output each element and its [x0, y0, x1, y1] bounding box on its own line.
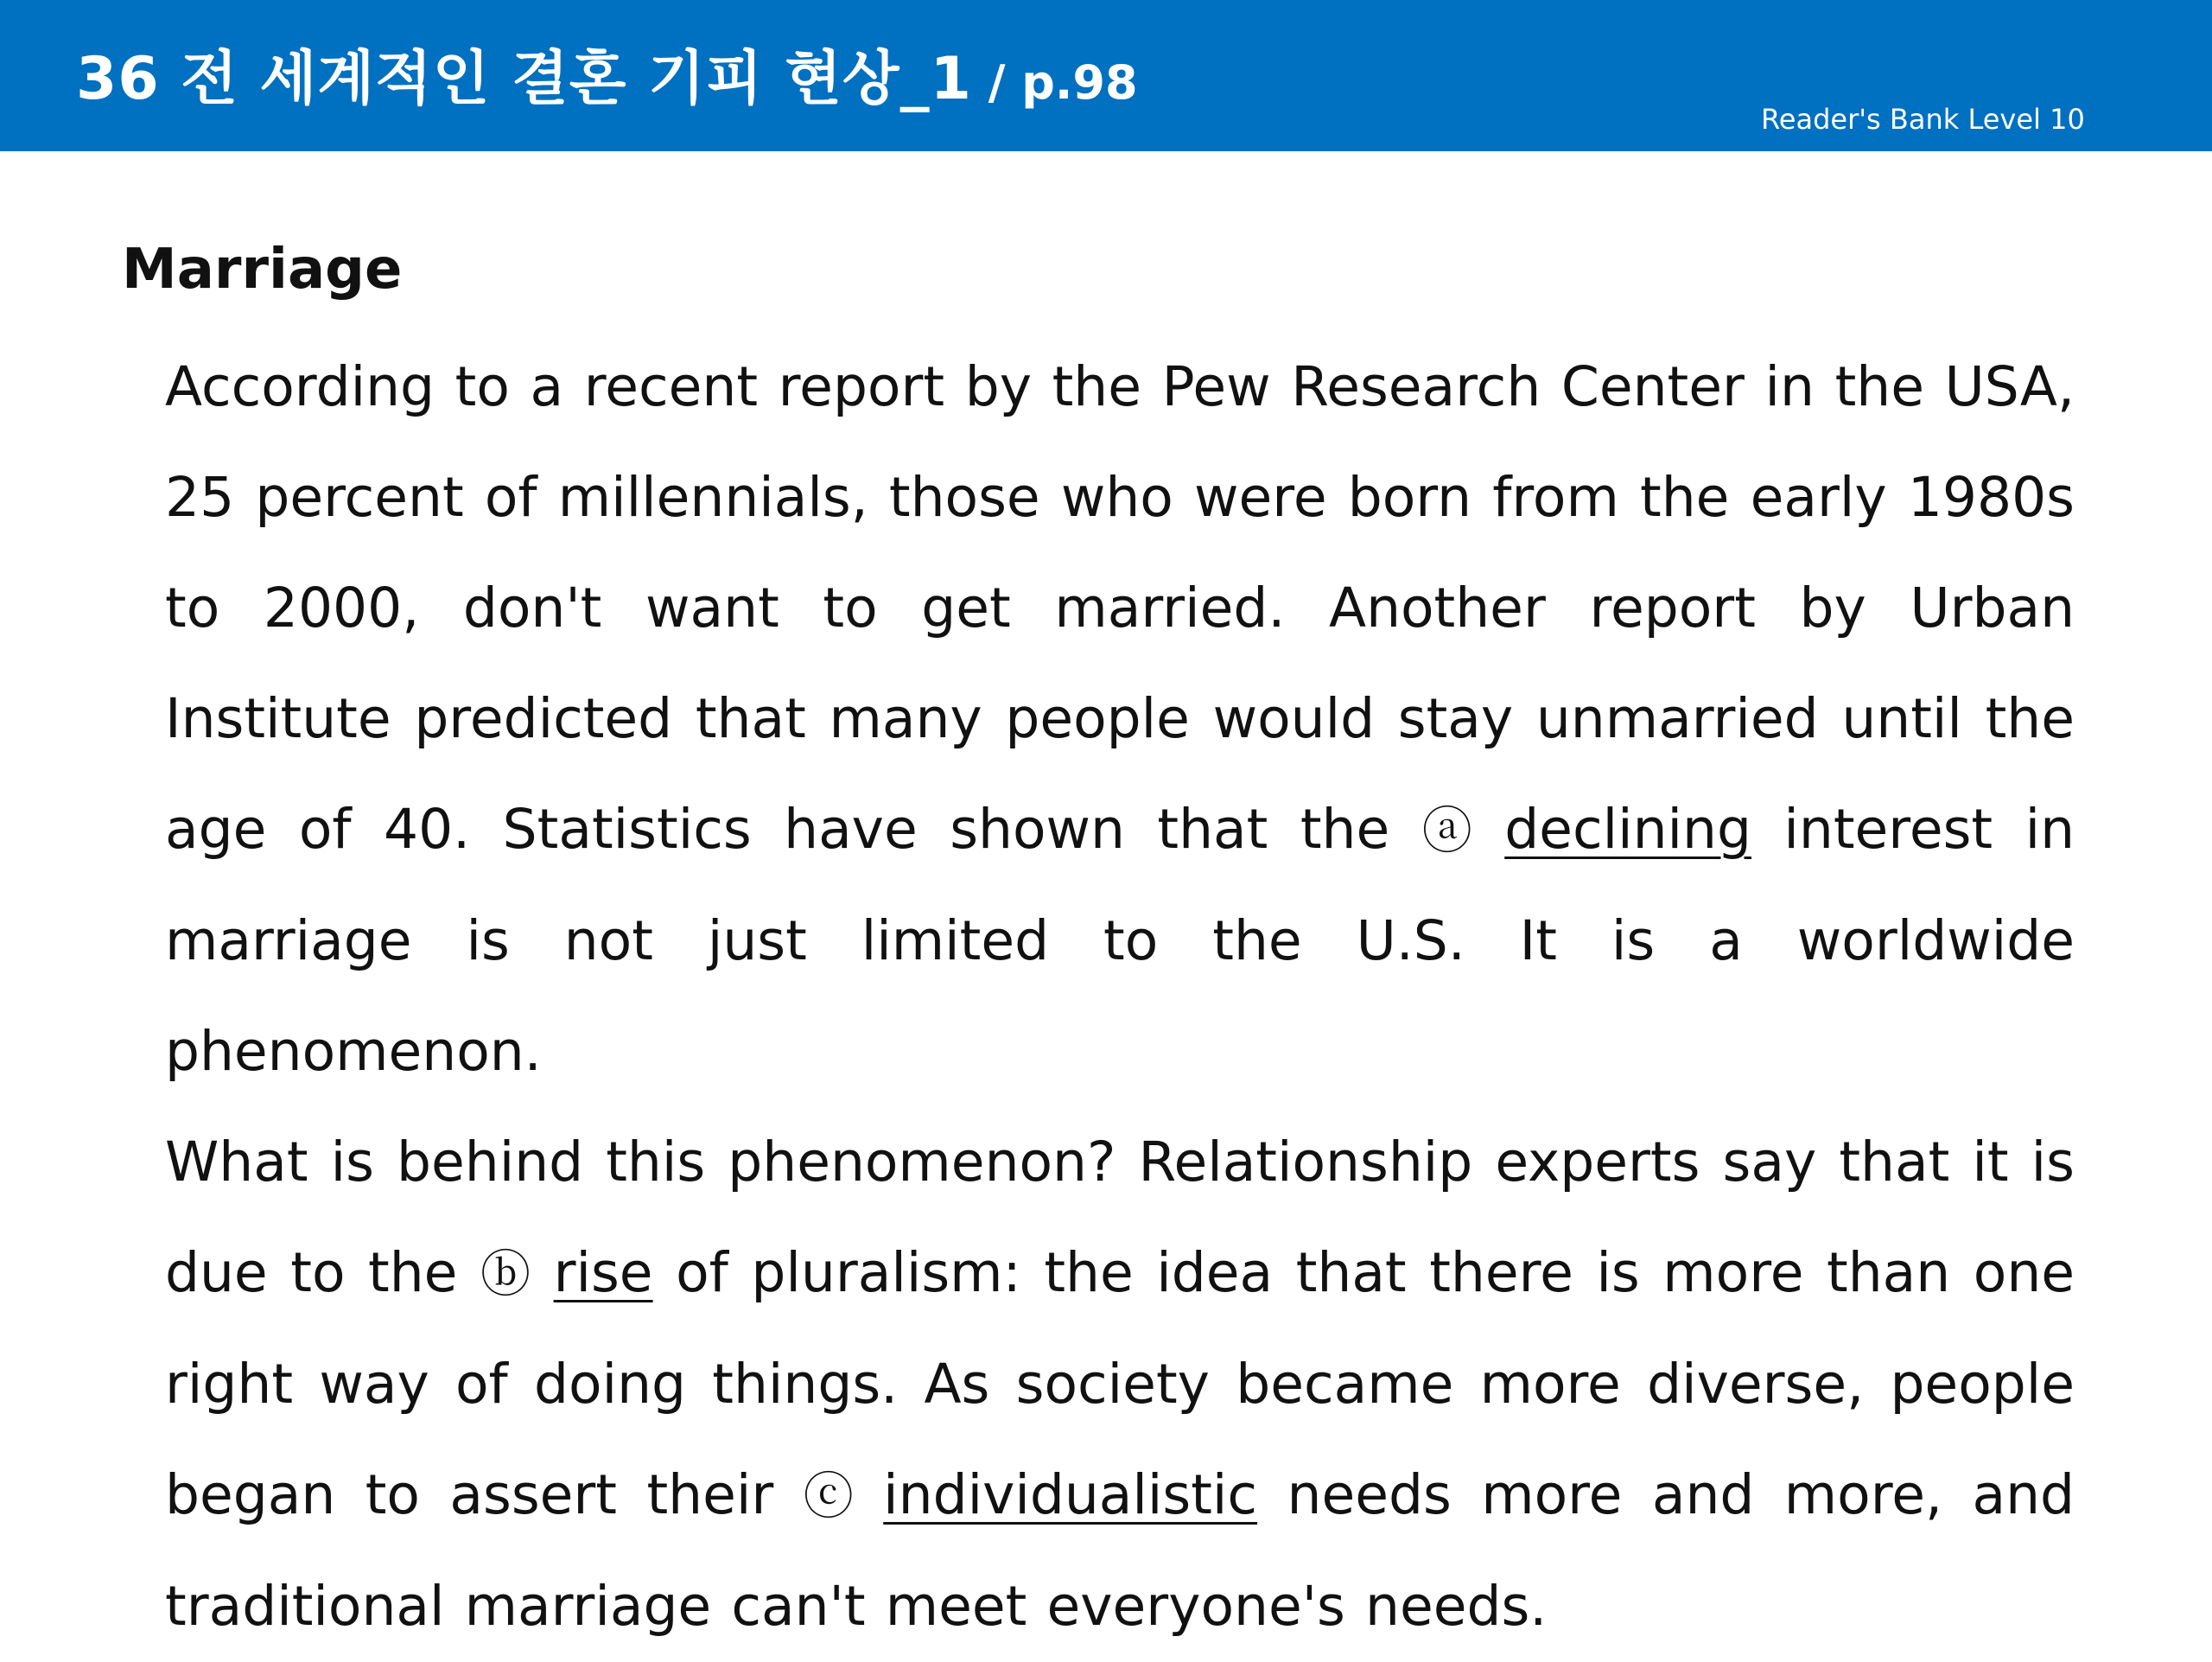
page-reference: / p.98 — [971, 55, 1138, 110]
book-level-label: Reader's Bank Level 10 — [1761, 103, 2085, 136]
paragraph-2-text-3: needs more and more, and traditional marriage can't meet everyone's needs. — [165, 1463, 2075, 1638]
paragraph-2-text-2: of pluralism: the idea that there is more than one right way of doing things. As society became more diverse, people began to assert their — [165, 1241, 2075, 1526]
underlined-word-c: individualistic — [883, 1463, 1258, 1526]
reading-passage — [122, 238, 2075, 1662]
lesson-title: 36 전 세계적인 결혼 기피 현상_1 — [76, 45, 972, 113]
page-title — [76, 45, 1138, 113]
paragraph-2-text-1: What is behind this phenomenon? Relationship experts say that it is due to the — [165, 1130, 2075, 1304]
underlined-word-b: rise — [553, 1241, 653, 1304]
header-bar — [0, 0, 2212, 151]
passage-title: Marriage — [122, 238, 403, 302]
marker-a: ⓐ — [1421, 801, 1472, 860]
underlined-word-a: declining — [1504, 798, 1751, 861]
paragraph-1-text-2: interest in marriage is not just limited to the U.S. It is a worldwide phenomenon. — [165, 798, 2075, 1083]
paragraph-2 — [122, 1107, 2075, 1662]
paragraph-1 — [122, 332, 2075, 1107]
marker-b: ⓑ — [480, 1245, 531, 1303]
paragraph-1-text-1: According to a recent report by the Pew Research Center in the USA, 25 percent of millennials, those who were born from the early 1980s to 2000, don't want to get married. Another report by Urban Institute predicted that many people would stay unmarried until the age of 40. Statistics have shown that the — [165, 355, 2075, 861]
passage-body — [122, 332, 2075, 1662]
marker-c: ⓒ — [803, 1467, 854, 1525]
